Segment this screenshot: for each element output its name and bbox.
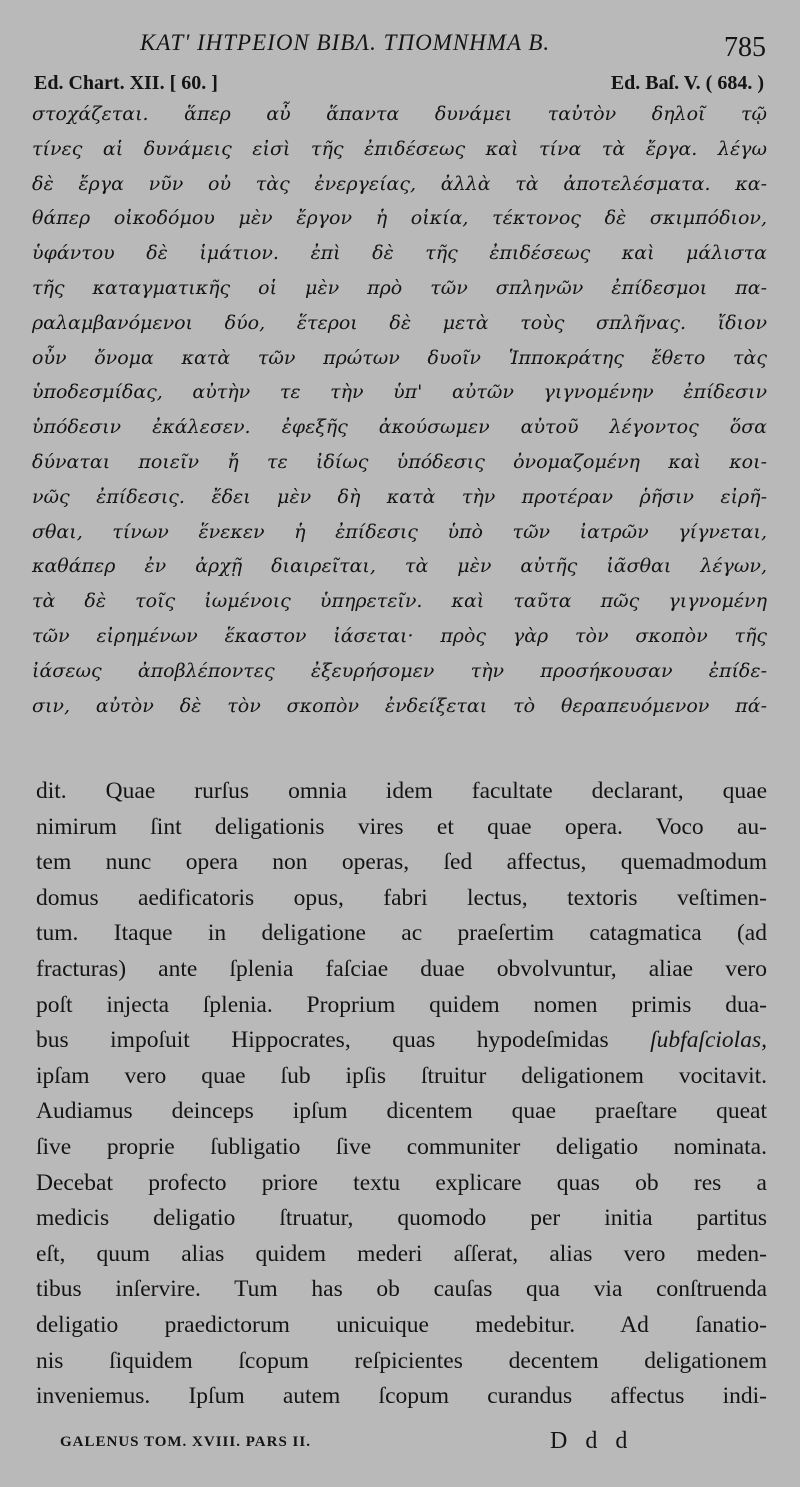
latin-line: tum. Itaque in deligatione ac praeſertim catagmatica (ad xyxy=(36,920,767,947)
latin-line: Decebat profecto priore textu explicare quas ob res a xyxy=(36,1169,767,1196)
greek-line: τῶν εἰρημένων ἕκαστον ἰάσεται· πρὸς γὰρ τὸν σκοπὸν τῆς xyxy=(32,624,767,647)
latin-line: fracturas) ante ſplenia faſciae duae obvolvuntur, aliae vero xyxy=(36,955,767,982)
gathering-mark: D d d xyxy=(550,1428,634,1454)
edition-references xyxy=(34,72,764,98)
greek-line: στοχάζεται. ἅπερ αὖ ἅπαντα δυνάμει ταὐτὸν δηλοῖ τῷ xyxy=(32,103,767,125)
greek-line: δὲ ἔργα νῦν οὐ τὰς ἐνεργείας, ἀλλὰ τὰ ἀποτελέσματα. κα- xyxy=(32,172,767,195)
latin-line-with-gloss xyxy=(36,1023,767,1059)
greek-line: ὑπόδεσιν ἐκάλεσεν. ἐφεξῆς ἀκούσωμεν αὐτοῦ λέγοντος ὅσα xyxy=(32,416,767,439)
italic-gloss: ſubfaſciolas, xyxy=(650,1027,767,1054)
latin-line: deligatio praedictorum unicuique medebitur. Ad ſanatio- xyxy=(36,1311,767,1338)
latin-line: nimirum ſint deligationis vires et quae opera. Voco au- xyxy=(36,813,767,840)
latin-line: medicis deligatio ſtruatur, quomodo per initia partitus xyxy=(36,1205,767,1232)
latin-text-block xyxy=(36,774,767,1415)
latin-line: poſt injecta ſplenia. Proprium quidem nomen primis dua- xyxy=(36,991,767,1018)
edition-chart-ref: Ed. Chart. XII. [ 60. ] xyxy=(34,72,218,94)
latin-line: tem nunc opera non operas, ſed affectus, quemadmodum xyxy=(36,849,767,876)
latin-line: Audiamus deinceps ipſum dicentem quae praeſtare queat xyxy=(36,1098,767,1125)
greek-line: ραλαμβανόμενοι δύο, ἕτεροι δὲ μετὰ τοὺς σπλῆνας. ἴδιον xyxy=(32,311,767,334)
greek-line: σιν, αὐτὸν δὲ τὸν σκοπὸν ἐνδείξεται τὸ θεραπευόμενον πά- xyxy=(32,694,767,717)
latin-line: eſt, quum alias quidem mederi aſſerat, alias vero meden- xyxy=(36,1240,767,1267)
greek-line: σθαι, τίνων ἕνεκεν ἡ ἐπίδεσις ὑπὸ τῶν ἰατρῶν γίγνεται, xyxy=(32,520,767,543)
running-title: ΚΑΤ' ΙΗΤΡΕΙΟΝ ΒΙΒΛ. ΤΠΟΜΝΗΜΑ Β. xyxy=(140,30,551,55)
page-footer xyxy=(60,1428,700,1458)
greek-line: δύναται ποιεῖν ἤ τε ἰδίως ὑπόδεσις ὀνομαζομένη καὶ κοι- xyxy=(32,450,767,473)
greek-line: οὖν ὄνομα κατὰ τῶν πρώτων δυοῖν Ἱπποκράτης ἔθετο τὰς xyxy=(32,346,767,369)
latin-line: domus aedificatoris opus, fabri lectus, textoris veſtimen- xyxy=(36,884,767,911)
greek-line: καθάπερ ἐν ἀρχῇ διαιρεῖται, τὰ μὲν αὐτῆς ἰᾶσθαι λέγων, xyxy=(32,555,767,578)
greek-line: τῆς καταγματικῆς οἱ μὲν πρὸ τῶν σπληνῶν ἐπίδεσμοι πα- xyxy=(32,276,767,299)
latin-line: dit. Quae rurſus omnia idem facultate declarant, quae xyxy=(36,778,767,804)
greek-line: τίνες αἱ δυνάμεις εἰσὶ τῆς ἐπιδέσεως καὶ τίνα τὰ ἔργα. λέγω xyxy=(32,137,767,160)
page-number: 785 xyxy=(724,32,766,63)
latin-line: nis ſiquidem ſcopum reſpicientes decentem deligationem xyxy=(36,1347,767,1374)
latin-line: inveniemus. Ipſum autem ſcopum curandus affectus indi- xyxy=(36,1383,767,1410)
latin-line-text: bus impoſuit Hippocrates, quas hypodeſmidas xyxy=(36,1027,609,1054)
greek-line: τὰ δὲ τοῖς ἰωμένοις ὑπηρετεῖν. καὶ ταῦτα πῶς γιγνομένη xyxy=(32,590,767,613)
greek-line: θάπερ οἰκοδόμου μὲν ἔργον ἡ οἰκία, τέκτονος δὲ σκιμπόδιον, xyxy=(32,207,767,230)
greek-text-block xyxy=(32,97,767,723)
latin-line: tibus inſervire. Tum has ob cauſas qua via conſtruenda xyxy=(36,1276,767,1303)
greek-line: νῶς ἐπίδεσις. ἔδει μὲν δὴ κατὰ τὴν προτέραν ῥῆσιν εἰρῆ- xyxy=(32,485,767,508)
running-head xyxy=(0,30,800,70)
latin-line: ſive proprie ſubligatio ſive communiter deligatio nominata. xyxy=(36,1133,767,1160)
edition-basel-ref: Ed. Baſ. V. ( 684. ) xyxy=(610,72,764,94)
printer-signature: GALENUS TOM. XVIII. PARS II. xyxy=(60,1434,311,1450)
latin-line: ipſam vero quae ſub ipſis ſtruitur deligationem vocitavit. xyxy=(36,1062,767,1089)
greek-line: ὑφάντου δὲ ἱμάτιον. ἐπὶ δὲ τῆς ἐπιδέσεως καὶ μάλιστα xyxy=(32,242,767,265)
greek-line: ἰάσεως ἀποβλέποντες ἐξευρήσομεν τὴν προσήκουσαν ἐπίδε- xyxy=(32,659,767,682)
greek-line: ὑποδεσμίδας, αὐτὴν τε τὴν ὑπ' αὐτῶν γιγνομένην ἐπίδεσιν xyxy=(32,381,767,404)
